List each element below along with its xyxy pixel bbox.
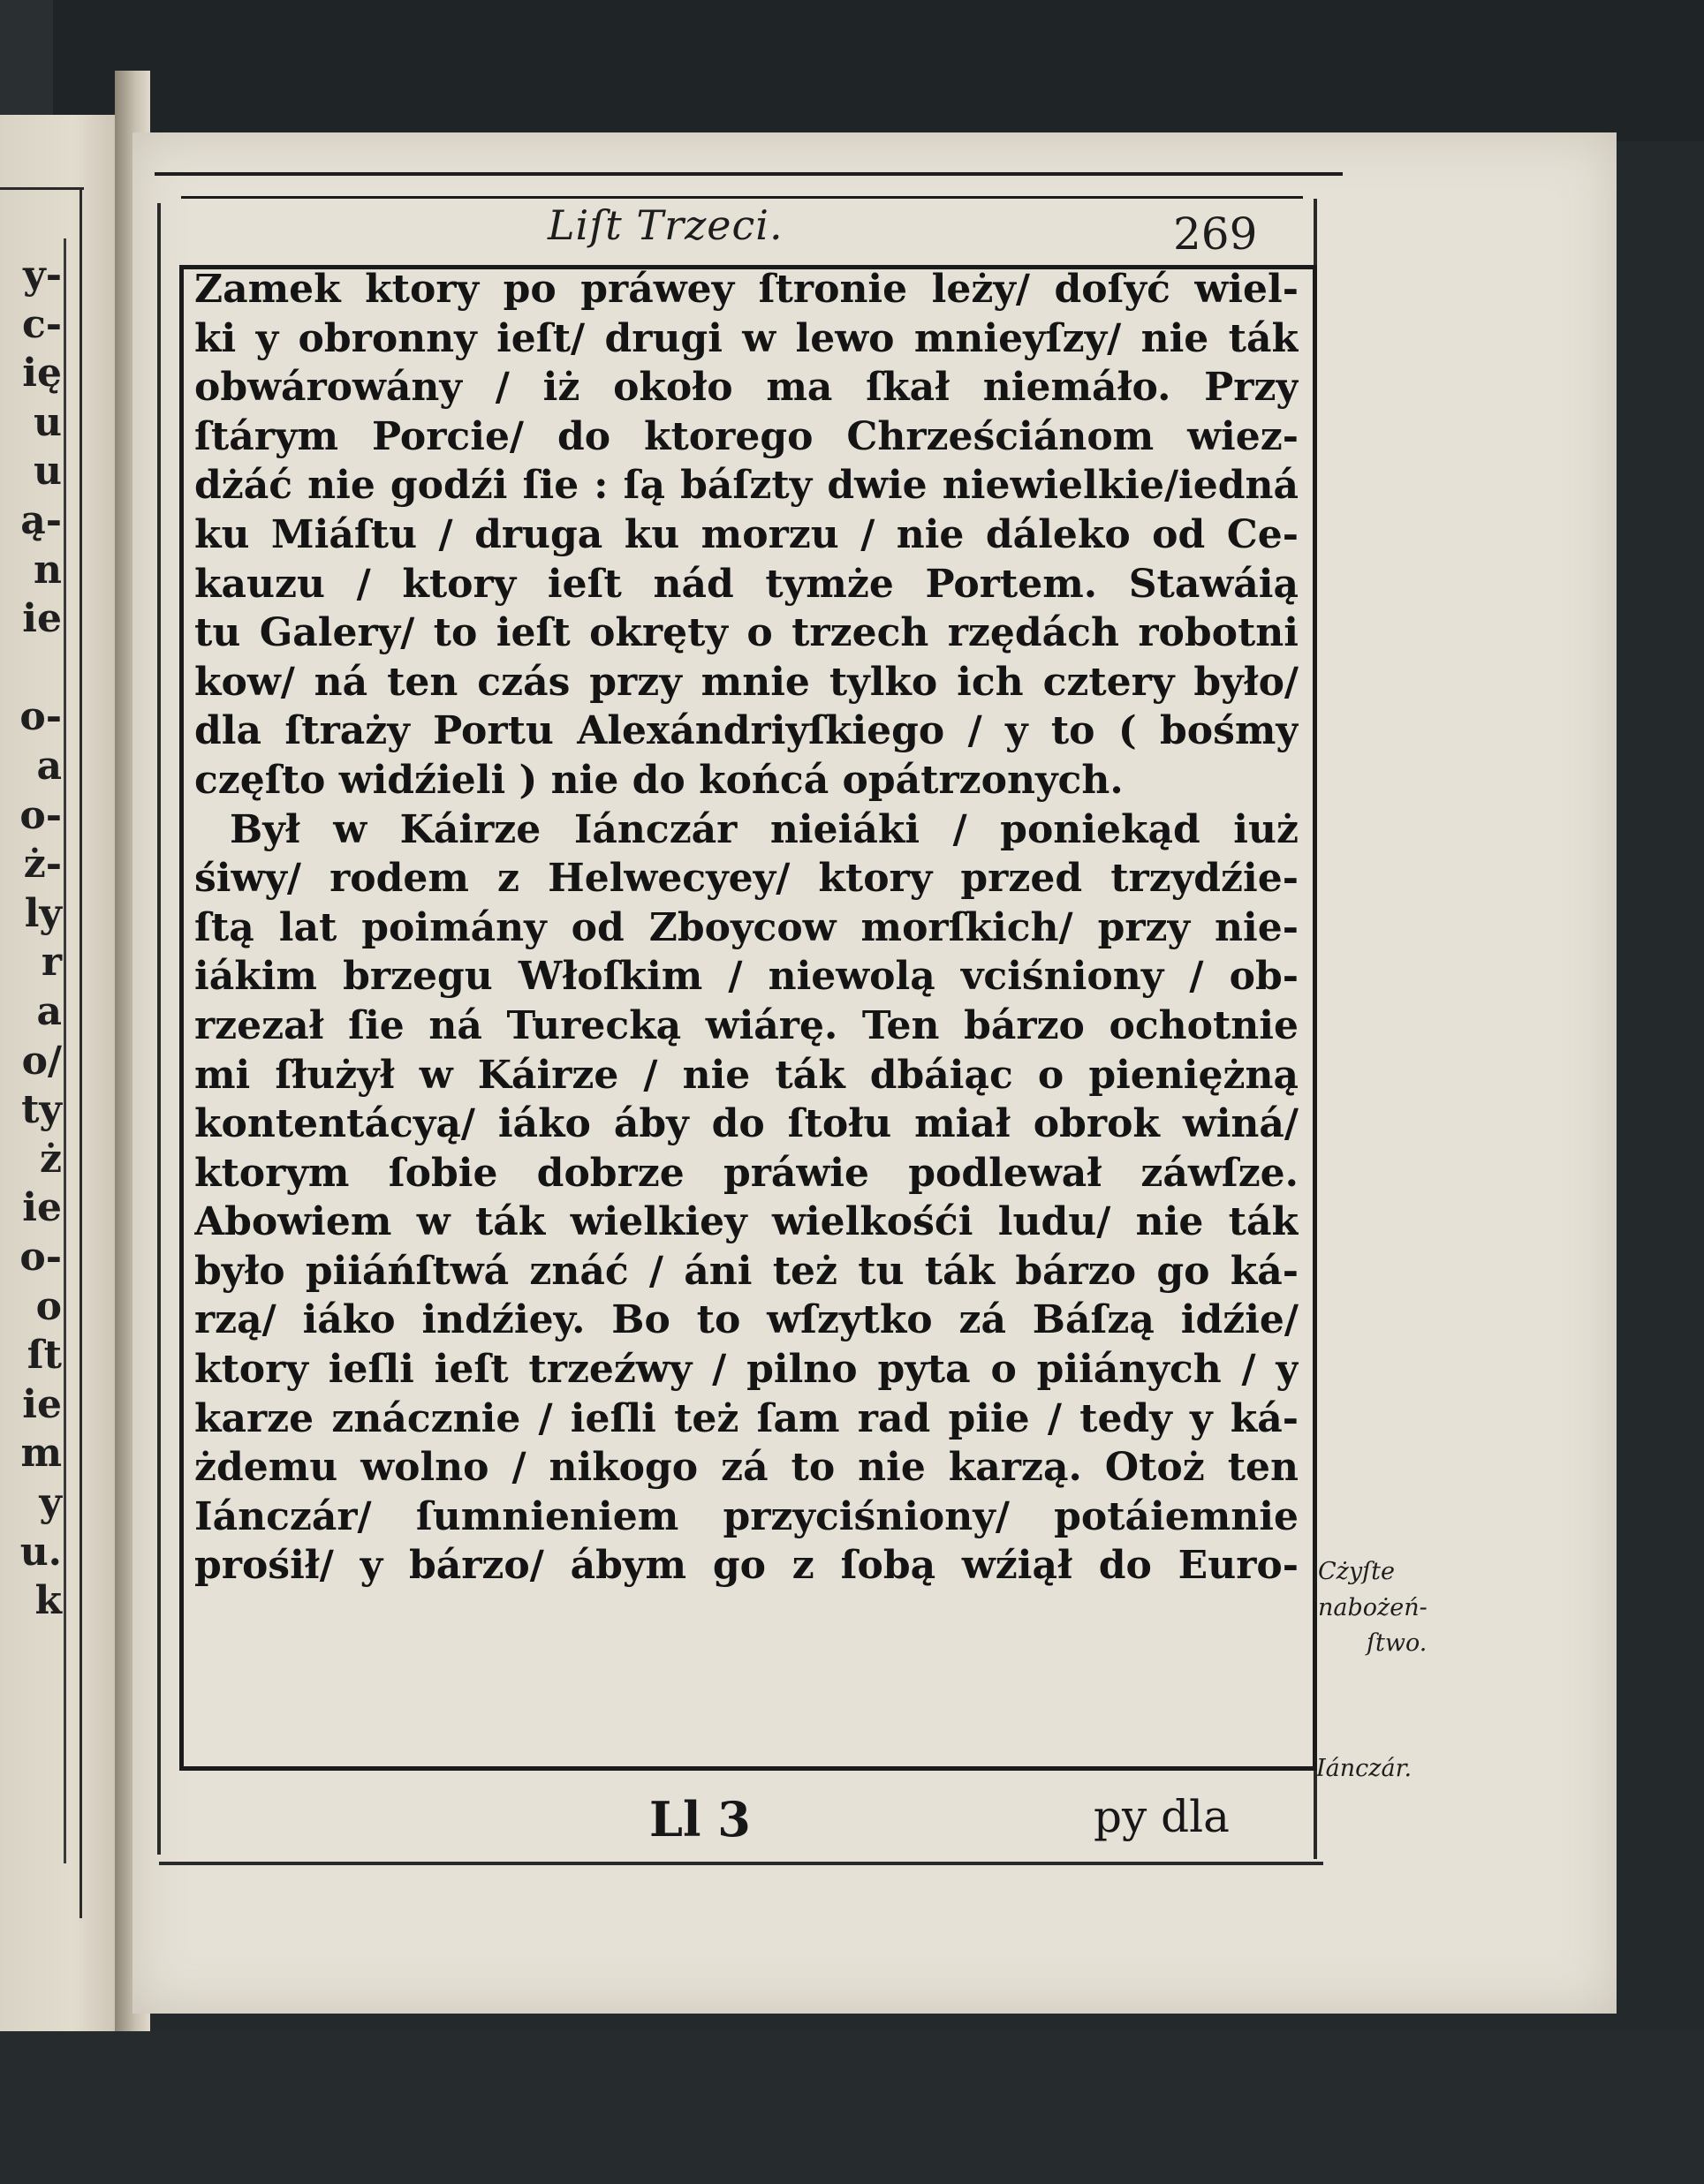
outer-frame-bottom-rule (159, 1862, 1323, 1865)
margin-note-line: Cżyſte nabożeń- (1318, 1558, 1428, 1621)
left-page-fragment: ż- (23, 842, 62, 888)
main-text-block (194, 265, 1299, 1591)
left-page-fragment: ty (21, 1087, 62, 1133)
text-line: prośił/ y bárzo/ ábym go z ſobą wźiął do Euro- (194, 1543, 1299, 1589)
text-line: ktorym ſobie dobrze práwie podlewał záwſze. (194, 1150, 1299, 1196)
left-page-frame-rule (80, 187, 82, 1918)
outer-frame-left-rule (157, 203, 161, 1855)
catchword: py dla (1094, 1791, 1230, 1842)
left-page-fragment: o/ (21, 1038, 62, 1084)
left-page-fragment: u (34, 399, 62, 445)
text-line: obwárowány / iż około ma ſkał niemáło. Przy (194, 365, 1299, 411)
text-line: rzezał ſie ná Turecką wiárę. Ten bárzo ochotnie (194, 1002, 1299, 1048)
left-page-fragment: a (36, 744, 62, 789)
text-line: karze znácznie / ieſli też ſam rad piie / tedy y ká- (194, 1395, 1299, 1441)
text-line: żdemu wolno / nikogo zá to nie karzą. Otoż ten (194, 1445, 1299, 1491)
page-number: 269 (1173, 208, 1258, 260)
text-line: ktory ieſli ieſt trzeźwy / pilno pyta o piiánych / y (194, 1347, 1299, 1393)
text-line: dla ſtraży Portu Alexándriyſkiego / y to ( bośmy (194, 708, 1299, 754)
text-line: ki y obronny ieſt/ drugi w lewo mnieyſzy/ nie ták (194, 315, 1299, 361)
margin-note (1318, 1554, 1459, 1662)
left-page-inner-rule (64, 238, 66, 1863)
left-page-fragment: c- (21, 301, 62, 347)
text-line: rzą/ iáko indźiey. Bo to wſzytko zá Báſzą idźie/ (194, 1297, 1299, 1343)
text-line: Abowiem w ták wielkiey wielkośći ludu/ nie ták (194, 1199, 1299, 1245)
scan-background-top (0, 0, 1704, 141)
text-line: ſtą lat poimány od Zboycow morſkich/ przy nie- (194, 904, 1299, 950)
header-rule (181, 196, 1303, 199)
left-page-fragment: ą- (20, 498, 62, 543)
running-head: Liſt Trzeci. (548, 201, 784, 249)
text-line: kauzu / ktory ieſt nád tymże Portem. Stawáią (194, 561, 1299, 607)
left-facing-page (0, 115, 133, 2040)
text-line: częſto widźieli ) nie do końcá opátrzonych. (194, 757, 1124, 803)
left-page-fragment: ie (22, 1381, 62, 1427)
text-line: Zamek ktory po práwey ſtronie leży/ doſyć wiel- (194, 267, 1299, 312)
signature-mark: Ll 3 (649, 1791, 751, 1848)
text-line: dżáć nie godźi ſie : ſą báſzty dwie niewielkie/iedná (194, 463, 1299, 509)
left-page-fragment: o (35, 1283, 62, 1329)
text-line: Był w Káirze Iánczár nieiáki / poniekąd iuż (230, 806, 1299, 852)
left-page-fragment: ſt (27, 1333, 62, 1379)
left-page-fragment: k (34, 1578, 62, 1624)
text-line: ku Miáſtu / druga ku morzu / nie dáleko od Ce- (194, 511, 1299, 557)
scan-background-bottom (0, 2031, 1704, 2184)
text-line: kow/ ná ten czás przy mnie tylko ich cztery było/ (194, 659, 1299, 705)
left-page-fragment: r (41, 940, 62, 986)
left-page-fragment: m (20, 1431, 62, 1477)
text-line: ſtárym Porcie/ do ktorego Chrześciánom wiez- (194, 413, 1299, 459)
text-line: kontentácyą/ iáko áby do ſtołu miał obrok winá/ (194, 1101, 1299, 1147)
left-page-fragment: ż (40, 1136, 62, 1182)
margin-note-line: ſtwo. (1367, 1629, 1428, 1657)
left-page-fragment: a (36, 989, 62, 1034)
text-line: śiwy/ rodem z Helwecyey/ ktory przed trzydźie- (194, 856, 1299, 902)
text-line: Iánczár/ ſumnieniem przyciśniony/ potáiemnie (194, 1493, 1299, 1539)
left-page-fragment: u (34, 449, 62, 495)
left-page-fragment: ie (22, 596, 62, 642)
margin-note: Iánczár. (1316, 1755, 1412, 1782)
text-line: było piiáńſtwá znáć / áni też tu ták bárzo go ká- (194, 1248, 1299, 1294)
left-page-fragment: y (39, 1480, 62, 1525)
left-page-fragment: n (34, 547, 62, 593)
text-line: mi ſłużył w Káirze / nie ták dbáiąc o pieniężną (194, 1052, 1299, 1098)
left-page-fragment: y- (23, 253, 62, 298)
left-page-fragment: o- (19, 1235, 62, 1280)
left-page-fragment: o- (19, 792, 62, 838)
left-page-fragment: ie (22, 1185, 62, 1231)
left-page-fragment: o- (19, 694, 62, 740)
text-line: tu Galery/ to ieſt okręty o trzech rzędách robotni (194, 610, 1299, 656)
text-line: iákim brzegu Włoſkim / niewolą vciśniony / ob- (194, 954, 1299, 1000)
left-page-top-rule (0, 187, 84, 190)
left-page-fragment: ię (22, 351, 62, 397)
left-page-fragment: u. (19, 1529, 62, 1575)
left-page-fragment: ly (24, 890, 62, 936)
